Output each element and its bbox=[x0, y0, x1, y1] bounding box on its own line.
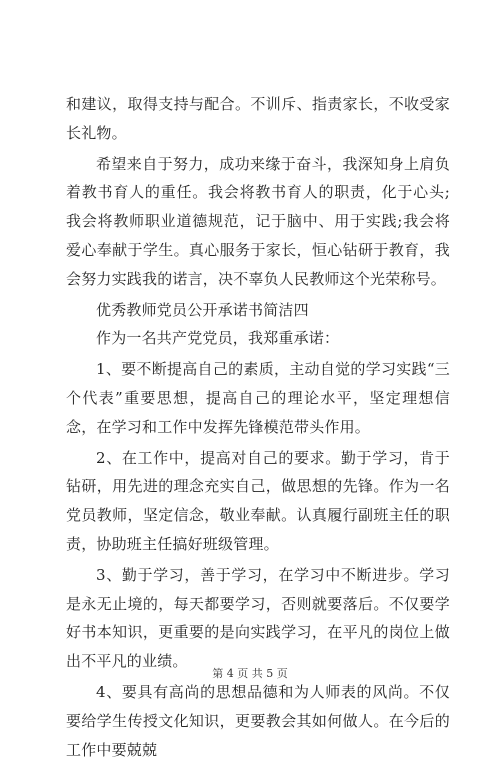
pledge-item-1: 1、要不断提高自己的素质，主动自觉的学习实践“三个代表”重要思想，提高自己的理论水平，坚定理想信念，在学习和工作中发挥先锋模范带头作用。 bbox=[66, 360, 450, 436]
pledge-item-3: 3、勤于学习，善于学习，在学习中不断进步。学习是永无止境的，每天都要学习，否则就要落后。不仅要学好书本知识，更重要的是向实践学习，在平凡的岗位上做出不平凡的业绩。 bbox=[66, 565, 450, 671]
paragraph-pledge-intro: 作为一名共产党党员，我郑重承诺： bbox=[96, 329, 340, 348]
paragraph-hope: 希望来自于努力，成功来缘于奋斗，我深知身上肩负着教书育人的重任。我会将教书育人的职责，化于心头;我会将教师职业道德规范，记于脑中、用于实践;我会将爱心奉献于学生。真心服务于家长，恒心钻研于教育，我会努力实践我的诺言，决不辜负人民教师这个光荣称号。 bbox=[66, 154, 450, 288]
page-number-footer: 第 4 页 共 5 页 bbox=[212, 667, 288, 680]
document-body bbox=[66, 90, 450, 764]
section-heading: 优秀教师党员公开承诺书简洁四 bbox=[96, 300, 309, 319]
pledge-item-2: 2、在工作中，提高对自己的要求。勤于学习，肯于钻研，用先进的理念充实自己，做思想的先锋。作为一名党员教师，坚定信念，敬业奉献。认真履行副班主任的职责，协助班主任搞好班级管理。 bbox=[66, 448, 450, 553]
paragraph-continuation: 和建议，取得支持与配合。不训斥、指责家长，不收受家长礼物。 bbox=[66, 95, 450, 142]
pledge-item-4: 4、要具有高尚的思想品德和为人师表的风尚。不仅要给学生传授文化知识，更要教会其如何做人。在今后的工作中要兢兢 bbox=[66, 682, 450, 759]
